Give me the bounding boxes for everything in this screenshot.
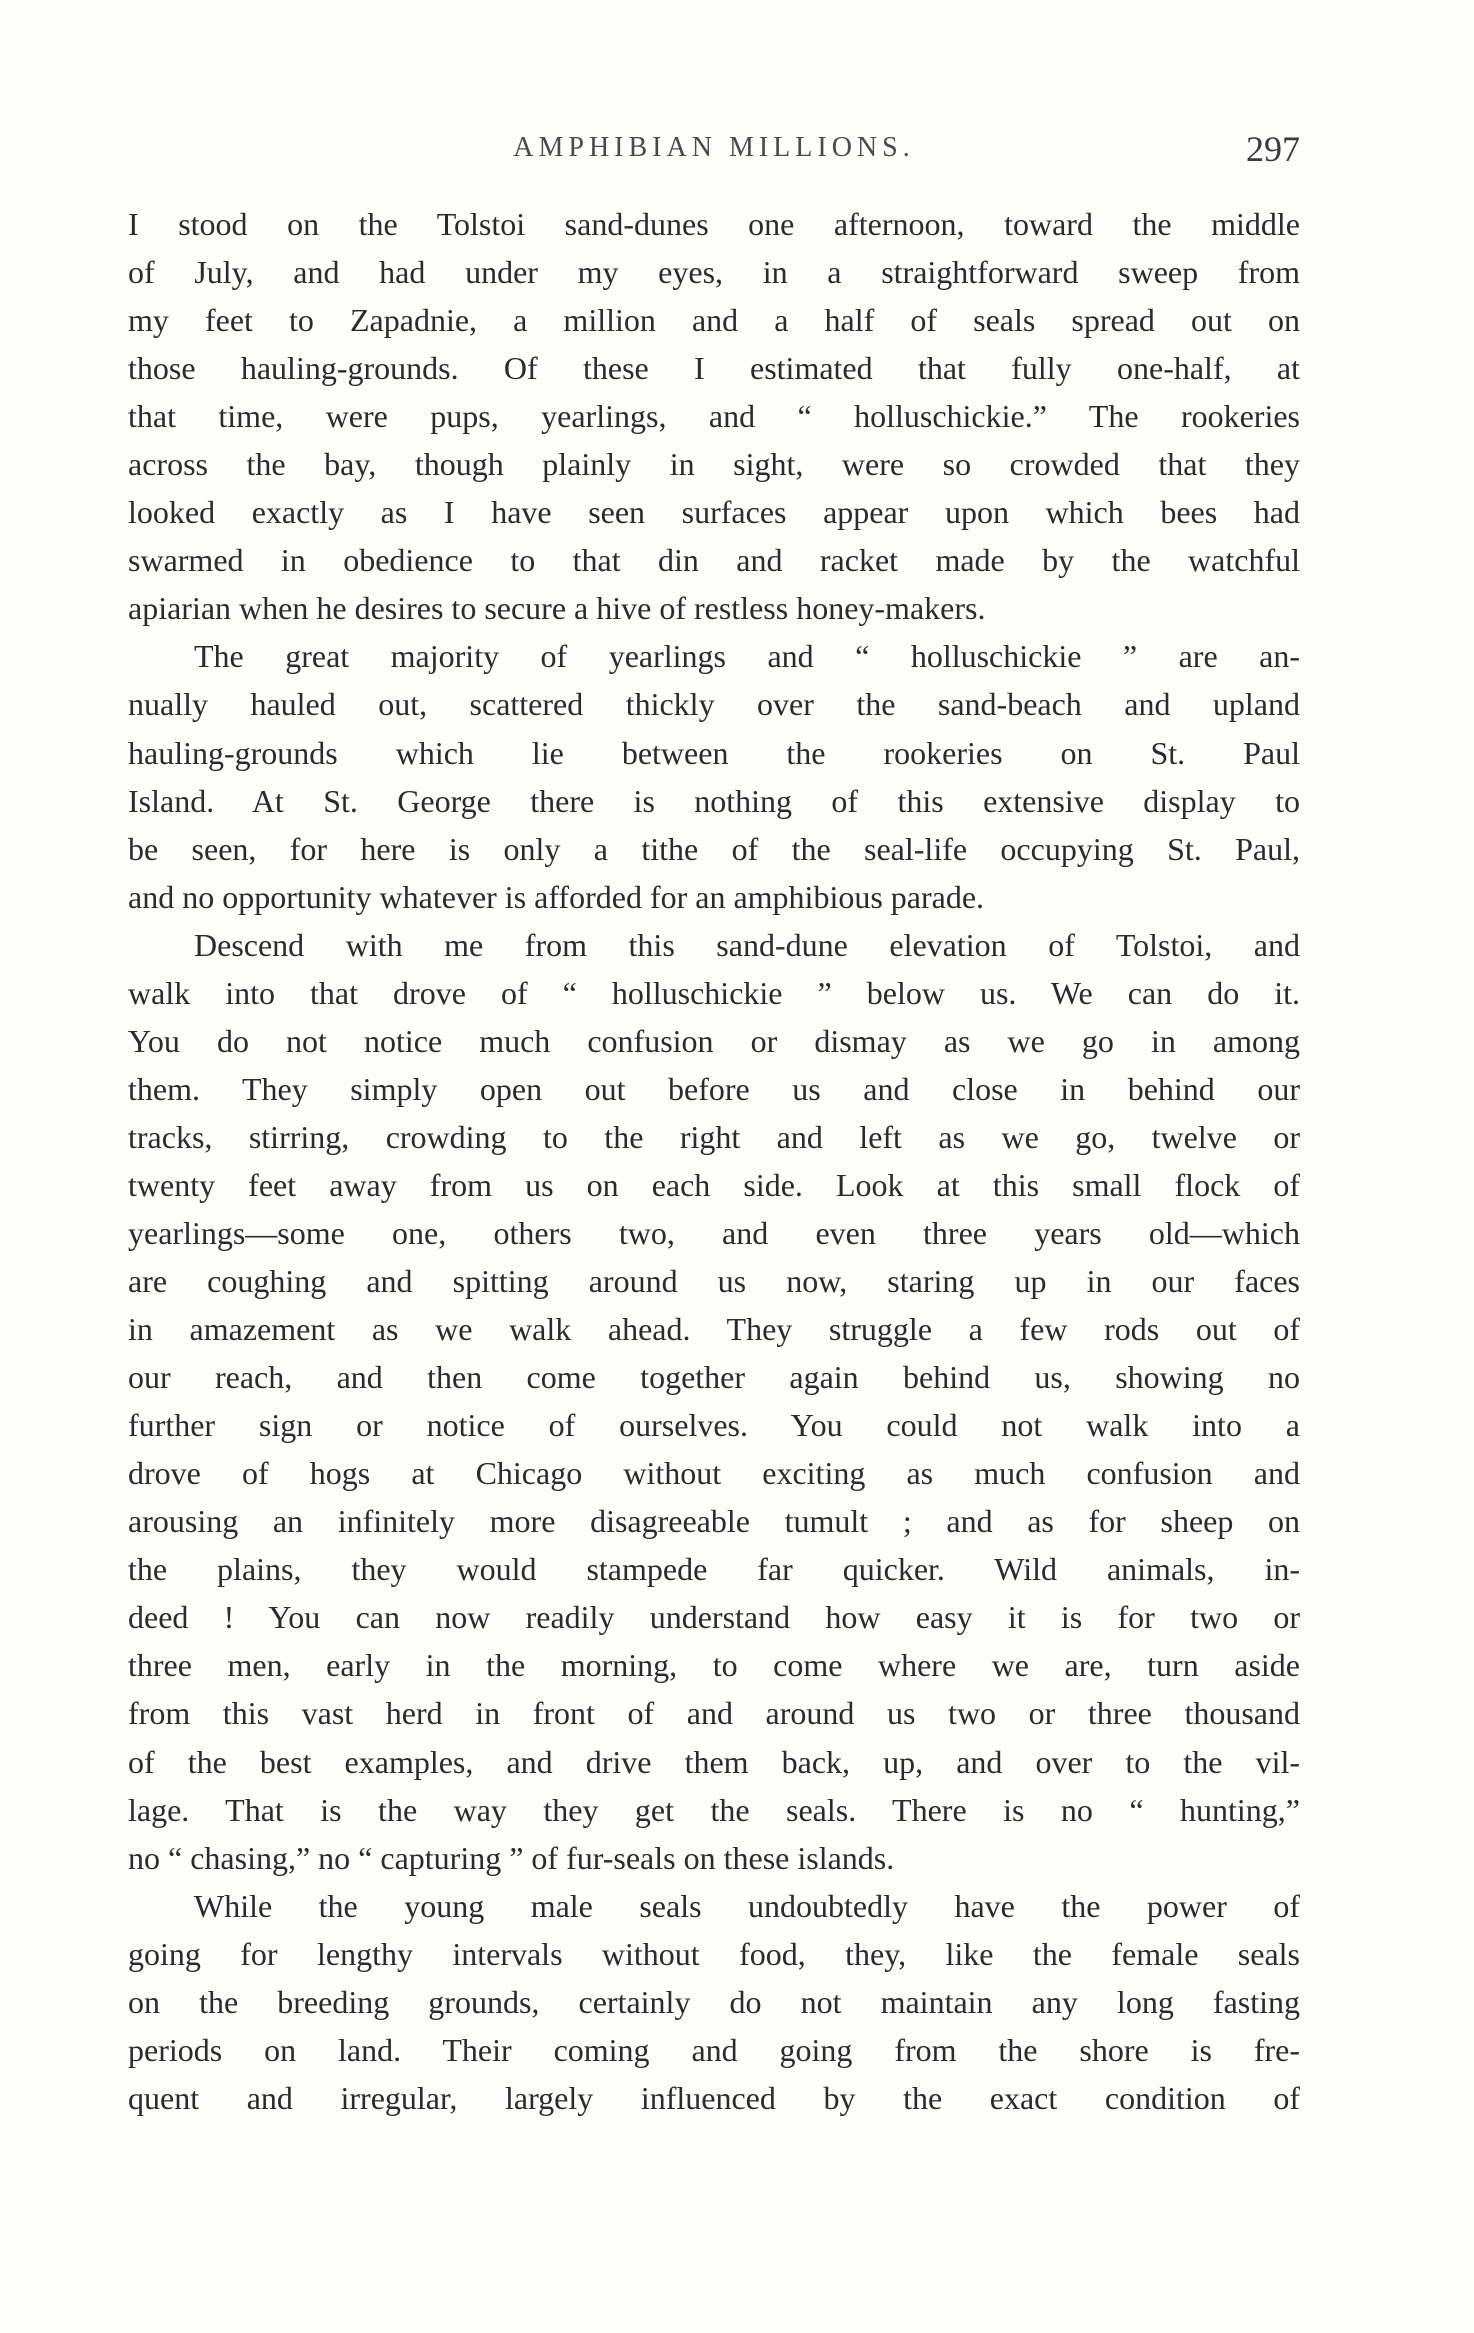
text-line: in amazement as we walk ahead. They struggle a few rods out of: [128, 1311, 1300, 1348]
text-line: of the best examples, and drive them back, up, and over to the vil-: [128, 1743, 1300, 1780]
text-line: going for lengthy intervals without food, they, like the female seals: [128, 1935, 1300, 1972]
text-line: and no opportunity whatever is afforded for an amphibious parade.: [128, 878, 985, 915]
text-line: lage. That is the way they get the seals. There is no “ hunting,”: [128, 1791, 1300, 1828]
text-line: deed ! You can now readily understand how easy it is for two or: [128, 1599, 1300, 1636]
text-line: yearlings—some one, others two, and even three years old—which: [128, 1214, 1300, 1251]
text-line: from this vast herd in front of and around us two or three thousand: [128, 1695, 1300, 1732]
text-line: across the bay, though plainly in sight, were so crowded that they: [128, 446, 1300, 483]
text-line: arousing an infinitely more disagreeable tumult ; and as for sheep on: [128, 1503, 1300, 1540]
text-line: hauling-grounds which lie between the rookeries on St. Paul: [128, 734, 1300, 771]
text-line: the plains, they would stampede far quicker. Wild animals, in-: [128, 1551, 1300, 1588]
text-line: drove of hogs at Chicago without exciting as much confusion and: [128, 1455, 1300, 1492]
text-line: periods on land. Their coming and going from the shore is fre-: [128, 2031, 1300, 2068]
text-line: I stood on the Tolstoi sand-dunes one afternoon, toward the middle: [128, 206, 1300, 242]
text-line: those hauling-grounds. Of these I estimated that fully one-half, at: [128, 350, 1300, 387]
text-line: my feet to Zapadnie, a million and a half of seals spread out on: [128, 302, 1300, 339]
text-line: our reach, and then come together again behind us, showing no: [128, 1359, 1300, 1396]
text-line: While the young male seals undoubtedly have the power of: [194, 1887, 1300, 1924]
text-line: quent and irregular, largely influenced by the exact condition of: [128, 2079, 1300, 2116]
text-line: nually hauled out, scattered thickly over the sand-beach and upland: [128, 686, 1300, 723]
text-line: be seen, for here is only a tithe of the seal-life occupying St. Paul,: [128, 830, 1300, 867]
text-line: that time, were pups, yearlings, and “ holluschickie.” The rookeries: [128, 398, 1300, 435]
text-line: no “ chasing,” no “ capturing ” of fur-seals on these islands.: [128, 1839, 895, 1876]
text-line: apiarian when he desires to secure a hive of restless honey-makers.: [128, 590, 986, 627]
text-line: Descend with me from this sand-dune elevation of Tolstoi, and: [194, 926, 1300, 963]
text-line: Island. At St. George there is nothing of this extensive display to: [128, 782, 1300, 819]
text-line: looked exactly as I have seen surfaces appear upon which bees had: [128, 494, 1300, 531]
text-line: swarmed in obedience to that din and racket made by the watchful: [128, 542, 1300, 579]
text-line: tracks, stirring, crowding to the right and left as we go, twelve or: [128, 1118, 1300, 1155]
text-line: walk into that drove of “ holluschickie ” below us. We can do it.: [128, 974, 1300, 1011]
page-number: 297: [1246, 129, 1300, 169]
text-line: three men, early in the morning, to come where we are, turn aside: [128, 1647, 1300, 1684]
text-line: further sign or notice of ourselves. You could not walk into a: [128, 1407, 1300, 1444]
text-line: The great majority of yearlings and “ holluschickie ” are an-: [194, 638, 1300, 675]
text-line: are coughing and spitting around us now, staring up in our faces: [128, 1263, 1300, 1300]
text-line: them. They simply open out before us and close in behind our: [128, 1070, 1300, 1107]
body-text: [128, 200, 1300, 2122]
text-line: of July, and had under my eyes, in a straightforward sweep from: [128, 254, 1300, 291]
text-line: on the breeding grounds, certainly do not maintain any long fasting: [128, 1983, 1300, 2020]
running-head: [128, 128, 1300, 178]
text-line: You do not notice much confusion or dismay as we go in among: [128, 1022, 1300, 1059]
text-line: twenty feet away from us on each side. Look at this small flock of: [128, 1166, 1300, 1203]
running-title: AMPHIBIAN MILLIONS.: [513, 132, 915, 163]
